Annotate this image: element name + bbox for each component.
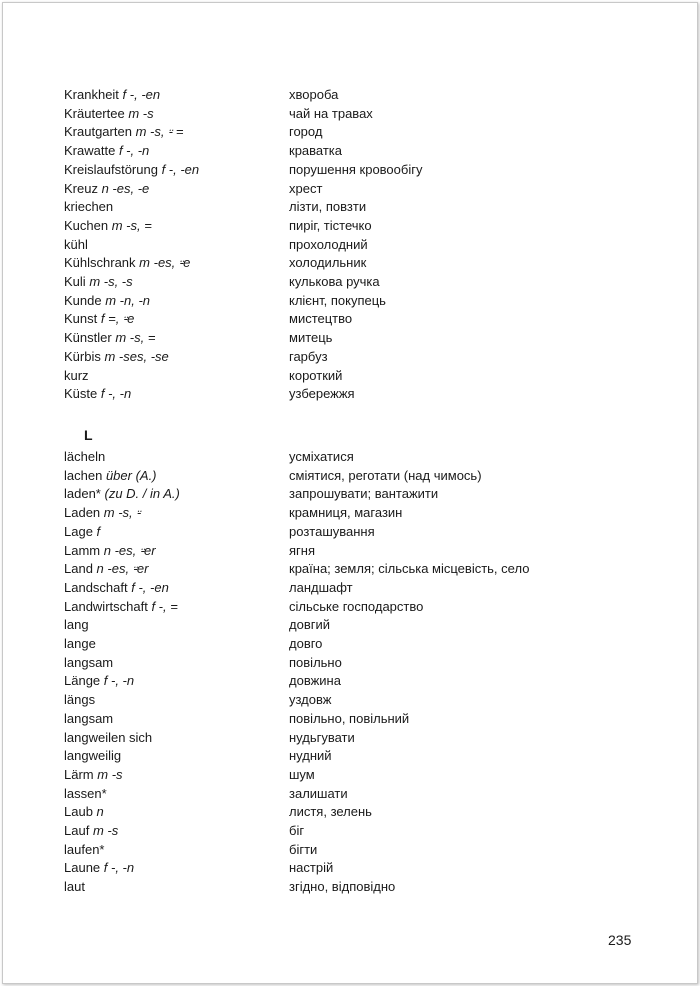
german-entry: [64, 198, 199, 217]
german-entry: [64, 635, 180, 654]
grammar-info: f -, -en: [131, 579, 169, 595]
grammar-info: m -s: [128, 105, 154, 121]
translation: згідно, відповідно: [289, 879, 396, 895]
german-entry: [64, 329, 199, 348]
translation: повільно: [289, 654, 342, 670]
grammar-info: m -es, ⸚e: [139, 255, 191, 271]
german-entry: [64, 105, 199, 124]
grammar-info: über (A.): [105, 467, 157, 483]
headword: Lauf: [64, 823, 90, 839]
german-entry: [64, 654, 180, 673]
grammar-info: m -n, -n: [105, 292, 151, 308]
translation: запрошувати; вантажити: [289, 486, 439, 502]
translation: листя, зелень: [289, 804, 372, 820]
translation: митець: [289, 330, 333, 346]
german-entry: [64, 273, 199, 292]
page-number: 235: [608, 932, 632, 948]
translation: короткий: [289, 367, 343, 383]
translation: порушення кровообігу: [289, 161, 423, 177]
translation: город: [289, 124, 323, 140]
grammar-info: m -ses, -se: [104, 348, 169, 364]
headword: lassen*: [64, 785, 107, 801]
german-entry: [64, 254, 199, 273]
k-german-column: [64, 86, 199, 404]
translation: усміхатися: [289, 449, 354, 464]
translation: холодильник: [289, 255, 367, 271]
headword: langweilen sich: [64, 729, 153, 745]
headword: Landwirtschaft: [64, 598, 148, 614]
translation: клієнт, покупець: [289, 292, 386, 308]
headword: Laune: [64, 860, 101, 876]
translation: залишати: [289, 785, 348, 801]
translation: крамниця, магазин: [289, 505, 403, 521]
german-entry: [64, 579, 180, 598]
headword: Landschaft: [64, 579, 128, 595]
german-entry: [64, 542, 180, 561]
translation: нудьгувати: [289, 729, 355, 745]
grammar-info: n: [96, 804, 104, 820]
headword: Krankheit: [64, 87, 119, 102]
headword: kriechen: [64, 199, 114, 215]
german-entry: [64, 616, 180, 635]
german-entry: [64, 803, 180, 822]
german-entry: [64, 292, 199, 311]
headword: Lärm: [64, 766, 94, 782]
headword: Krautgarten: [64, 124, 132, 140]
translation: чай на травах: [289, 105, 373, 121]
translation: країна; земля; сільська місцевість, село: [289, 561, 530, 577]
section-letter: L: [84, 427, 93, 443]
german-entry: [64, 467, 180, 486]
grammar-info: (zu D. / in A.): [104, 486, 180, 502]
headword: lächeln: [64, 449, 106, 464]
headword: Kräutertee: [64, 105, 125, 121]
translation: сміятися, реготати (над чимось): [289, 467, 482, 483]
headword: langsam: [64, 654, 114, 670]
german-entry: [64, 523, 180, 542]
german-entry: [64, 367, 199, 386]
german-entry: [64, 822, 180, 841]
translation: довго: [289, 636, 323, 652]
translation: бігти: [289, 841, 318, 857]
headword: Lamm: [64, 542, 101, 558]
headword: Laub: [64, 804, 93, 820]
grammar-info: f -, -n: [100, 386, 132, 402]
grammar-info: n -es, -e: [101, 180, 150, 196]
translation: ландшафт: [289, 579, 353, 595]
translation: краватка: [289, 143, 343, 159]
german-entry: [64, 217, 199, 236]
german-entry: [64, 385, 199, 404]
german-entry: [64, 142, 199, 161]
headword: Kunde: [64, 292, 102, 308]
headword: Küste: [64, 386, 98, 402]
translation: сільське господарство: [289, 598, 424, 614]
german-entry: [64, 504, 180, 523]
german-entry: [64, 672, 180, 691]
grammar-info: m -s, ⸚ =: [135, 124, 184, 140]
grammar-info: m -s, =: [111, 217, 152, 233]
grammar-info: f -, -n: [103, 673, 135, 689]
german-entry: [64, 448, 180, 467]
translation: хрест: [289, 180, 323, 196]
headword: kurz: [64, 367, 89, 383]
headword: Krawatte: [64, 143, 116, 159]
l-ukrainian-column: [289, 448, 529, 897]
headword: lachen: [64, 467, 103, 483]
grammar-info: n -es, ⸚er: [103, 542, 156, 558]
german-entry: [64, 859, 180, 878]
grammar-info: m -s, -s: [89, 274, 133, 290]
grammar-info: m -s, ⸚: [103, 505, 141, 521]
german-entry: [64, 691, 180, 710]
german-entry: [64, 766, 180, 785]
translation: настрій: [289, 860, 334, 876]
headword: Lage: [64, 523, 93, 539]
headword: Kühlschrank: [64, 255, 136, 271]
translation: хвороба: [289, 87, 339, 102]
translation: нудний: [289, 748, 332, 764]
headword: längs: [64, 692, 96, 708]
grammar-info: m -s, =: [115, 330, 156, 346]
german-entry: [64, 747, 180, 766]
grammar-info: f -, -en: [161, 161, 200, 177]
german-entry: [64, 841, 180, 860]
translation: кулькова ручка: [289, 274, 380, 290]
german-entry: [64, 598, 180, 617]
grammar-info: f -, -en: [122, 87, 161, 102]
grammar-info: m -s: [92, 823, 119, 839]
headword: Kuchen: [64, 217, 109, 233]
translation: гарбуз: [289, 348, 328, 364]
headword: Länge: [64, 673, 101, 689]
translation: пиріг, тістечко: [289, 217, 372, 233]
german-entry: [64, 560, 180, 579]
translation: ягня: [289, 542, 315, 558]
grammar-info: f -, =: [151, 598, 178, 614]
german-entry: [64, 348, 199, 367]
german-entry: [64, 123, 199, 142]
headword: Laden: [64, 505, 101, 521]
german-entry: [64, 729, 180, 748]
grammar-info: m -s: [97, 766, 123, 782]
german-entry: [64, 180, 199, 199]
headword: laut: [64, 879, 85, 895]
headword: Kuli: [64, 274, 86, 290]
translation: уздовж: [289, 692, 332, 708]
translation: прохолодний: [289, 236, 368, 252]
translation: довгий: [289, 617, 330, 633]
headword: kühl: [64, 236, 88, 252]
german-entry: [64, 710, 180, 729]
grammar-info: f: [96, 523, 101, 539]
grammar-info: f -, -n: [118, 143, 150, 159]
german-entry: [64, 485, 180, 504]
translation: повільно, повільний: [289, 710, 410, 726]
translation: мистецтво: [289, 311, 353, 327]
german-entry: [64, 236, 199, 255]
translation: лізти, повзти: [289, 199, 367, 215]
headword: Land: [64, 561, 93, 577]
headword: Kreuz: [64, 180, 98, 196]
german-entry: [64, 785, 180, 804]
headword: Kreislaufstörung: [64, 161, 158, 177]
grammar-info: f =, ⸚e: [100, 311, 135, 327]
translation: узбережжя: [289, 386, 355, 402]
german-entry: [64, 310, 199, 329]
headword: lange: [64, 636, 96, 652]
headword: langweilig: [64, 748, 122, 764]
k-ukrainian-column: [289, 86, 422, 404]
translation: шум: [289, 766, 315, 782]
headword: lang: [64, 617, 89, 633]
l-german-column: [64, 448, 180, 897]
headword: laufen*: [64, 841, 105, 857]
headword: Kunst: [64, 311, 98, 327]
german-entry: [64, 878, 180, 897]
headword: laden*: [64, 486, 101, 502]
headword: Künstler: [64, 330, 112, 346]
translation: розташування: [289, 523, 375, 539]
headword: langsam: [64, 710, 114, 726]
headword: Kürbis: [64, 348, 101, 364]
translation: біг: [289, 823, 305, 839]
german-entry: [64, 86, 199, 105]
grammar-info: f -, -n: [103, 860, 135, 876]
translation: довжина: [289, 673, 341, 689]
grammar-info: n -es, ⸚er: [96, 561, 149, 577]
german-entry: [64, 161, 199, 180]
